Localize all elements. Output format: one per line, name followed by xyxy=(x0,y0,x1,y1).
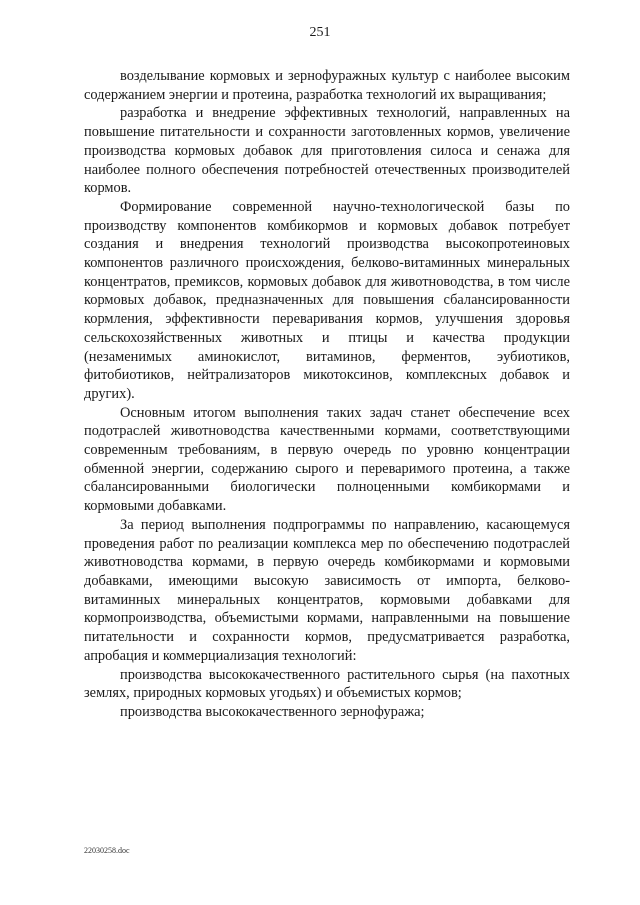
paragraph-4: Основным итогом выполнения таких задач станет обеспечение всех подотраслей животноводства качественными кормами, соответствующими современным требованиям, в первую очередь по уровню концентрации обменной энергии, содержанию сырого и переваримого протеина, а также сбалансированными биологически полноценными комбикормами и кормовыми добавками. xyxy=(84,404,570,515)
footer-filename: 22030258.doc xyxy=(84,846,130,855)
page-number: 251 xyxy=(309,25,331,40)
paragraph-7: производства высококачественного зернофуража; xyxy=(120,703,425,720)
paragraph-5: За период выполнения подпрограммы по направлению, касающемуся проведения работ по реализации комплекса мер по обеспечению подотраслей животноводства кормами, в первую очередь комбикормами и кормовыми добавками, имеющими высокую зависимость от импорта, белково-витаминных минеральных концентратов, кормовыми добавками для кормопроизводства, объемистыми кормами, направленными на повышение питательности и сохранности кормов, предусматривается разработка, апробация и коммерциализация технологий: xyxy=(84,516,570,664)
paragraph-6: производства высококачественного растительного сырья (на пахотных землях, природных кормовых угодьях) и объемистых кормов; xyxy=(84,666,570,702)
paragraph-3: Формирование современной научно-технологической базы по производству компонентов комбикормов и кормовых добавок потребует создания и внедрения технологий производства высокопротеиновых компонентов различного происхождения, белково-витаминных минеральных концентратов, премиксов, кормовых добавок для животноводства, в том числе кормовых добавок, предназначенных для повышения сбалансированности кормления, эффективности переваривания кормов, улучшения здоровья сельскохозяйственных животных и птицы и качества продукции (незаменимых аминокислот, витаминов, ферментов, эубиотиков, фитобиотиков, нейтрализаторов микотоксинов, комплексных добавок и других). xyxy=(84,198,570,402)
document-body xyxy=(84,67,570,722)
paragraph-1: возделывание кормовых и зернофуражных культур с наиболее высоким содержанием энергии и протеина, разработка технологий их выращивания; xyxy=(84,68,570,103)
paragraph-2: разработка и внедрение эффективных технологий, направленных на повышение питательности и сохранности заготовленных кормов, увеличение производства кормовых добавок для приготовления силоса и сенажа для наиболее полного обеспечения потребностей отечественных производителей кормов. xyxy=(84,105,570,197)
